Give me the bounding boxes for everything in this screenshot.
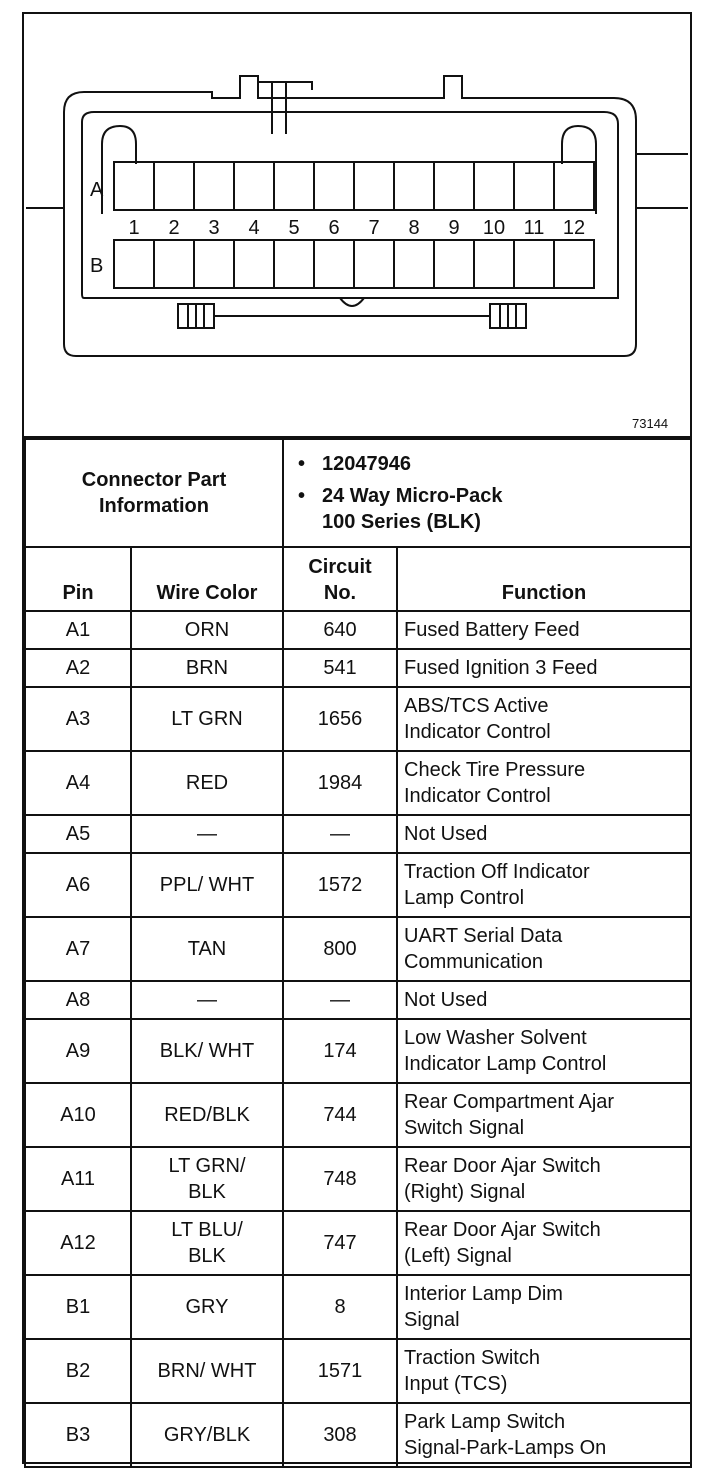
header-function: Function [397,547,691,611]
wire-color-cell [131,981,283,1019]
wire-color-cell [131,1019,283,1083]
table-row [25,1147,691,1211]
table-row [25,1275,691,1339]
pin-cell: A11 [25,1147,131,1211]
function-cell [397,1275,691,1339]
circuit-cell: 174 [283,1019,397,1083]
wire-color-line: GRY [185,1296,229,1318]
circuit-cell: — [283,981,397,1019]
function-cell [397,1019,691,1083]
function-cell [397,751,691,815]
wire-color-cell [131,687,283,751]
function-line: Indicator Control [404,785,551,807]
wire-color-cell [131,1147,283,1211]
wire-color-cell [131,1403,283,1467]
connector-diagram [24,14,690,438]
function-line: Fused Ignition 3 Feed [404,657,598,679]
pin-cell: A12 [25,1211,131,1275]
function-cell [397,1211,691,1275]
function-line: Not Used [404,989,488,1011]
function-line: UART Serial Data [404,925,563,947]
description-line1: 24 Way Micro-Pack [322,485,503,507]
wire-color-line: TAN [187,938,227,960]
circuit-cell: 308 [283,1403,397,1467]
wire-color-line: PPL/ WHT [159,874,255,896]
circuit-cell: 640 [283,611,397,649]
table-row [25,1339,691,1403]
wire-color-cell [131,1275,283,1339]
wire-color-cell [131,1339,283,1403]
wire-color-line: — [197,823,217,845]
table-row [25,751,691,815]
function-cell [397,1339,691,1403]
wire-color-cell [131,611,283,649]
pin-cell: A8 [25,981,131,1019]
circuit-cell: 800 [283,917,397,981]
circuit-cell: 1571 [283,1339,397,1403]
function-line: Park Lamp Switch [404,1411,566,1433]
pin-cell: A9 [25,1019,131,1083]
wire-color-line: LT BLU/ [171,1219,243,1241]
wire-color-cell [131,1083,283,1147]
pinout-table [24,438,692,1468]
circuit-cell: 1572 [283,853,397,917]
header-circuit-no [283,547,397,611]
part-number: 12047946 [322,453,411,475]
wire-color-line: BLK/ WHT [159,1040,255,1062]
function-line: Indicator Control [404,721,551,743]
function-line: Check Tire Pressure [404,759,586,781]
header-wire-color: Wire Color [131,547,283,611]
function-line: (Right) Signal [404,1181,526,1203]
pin-cell: B3 [25,1403,131,1467]
function-line: Rear Door Ajar Switch [404,1155,601,1177]
circuit-cell: 8 [283,1275,397,1339]
table-row [25,1403,691,1467]
function-line: Interior Lamp Dim [404,1283,563,1305]
table-header-row [25,547,691,611]
function-line: Switch Signal [404,1117,525,1139]
function-line: Communication [404,951,543,973]
function-line: Fused Battery Feed [404,619,580,641]
row-b-label: B [90,255,104,277]
table-row [25,917,691,981]
description-line2: 100 Series (BLK) [322,511,481,533]
circuit-cell: 744 [283,1083,397,1147]
table-row [25,687,691,751]
function-line: (Left) Signal [404,1245,512,1267]
table-row [25,815,691,853]
wire-color-line: ORN [184,619,230,641]
bullet-1: • [298,453,306,475]
pin-cell: A6 [25,853,131,917]
connector-info-row [25,439,691,547]
header-circuit-line2: No. [323,582,357,604]
connector-info-label-line1: Connector Part [81,469,227,491]
function-line: Traction Off Indicator [404,861,590,883]
pin-number-label: 9 [448,217,460,239]
function-cell [397,853,691,917]
wire-color-cell [131,815,283,853]
pin-number-label: 1 [128,217,140,239]
wire-color-line: LT GRN [171,708,243,730]
wire-color-line: RED [185,772,229,794]
pin-number-label: 8 [408,217,420,239]
pin-cell: B1 [25,1275,131,1339]
function-cell [397,917,691,981]
header-circuit-line1: Circuit [308,556,372,578]
wire-color-line: — [197,989,217,1011]
circuit-cell: 1656 [283,687,397,751]
pin-number-label: 2 [168,217,180,239]
wire-color-line: RED/BLK [164,1104,250,1126]
function-line: Low Washer Solvent [404,1027,587,1049]
row-a-label: A [90,179,104,201]
table-row [25,611,691,649]
pin-cell: B2 [25,1339,131,1403]
part-number-line [298,451,684,477]
connector-info-values [283,439,691,547]
wire-color-line: BLK [188,1245,226,1267]
function-line: Traction Switch [404,1347,540,1369]
table-row [25,1083,691,1147]
wire-color-cell [131,853,283,917]
pin-cell: A3 [25,687,131,751]
pin-cell: A2 [25,649,131,687]
circuit-cell: 1984 [283,751,397,815]
wire-color-line: BRN/ WHT [157,1360,257,1382]
function-cell [397,1403,691,1467]
function-line: Input (TCS) [404,1373,508,1395]
pin-number-label: 4 [248,217,260,239]
pin-cell: A7 [25,917,131,981]
function-line: Lamp Control [404,887,525,909]
wire-color-line: BLK [188,1181,226,1203]
pin-number-label: 11 [523,217,545,239]
function-line: Rear Door Ajar Switch [404,1219,601,1241]
function-cell [397,1147,691,1211]
pin-cell: A1 [25,611,131,649]
figure-id: 73144 [632,416,669,431]
function-cell [397,611,691,649]
wire-color-cell [131,917,283,981]
connector-document [22,12,692,1464]
function-line: Signal-Park-Lamps On [404,1437,607,1459]
header-pin: Pin [25,547,131,611]
function-line: ABS/TCS Active [404,695,549,717]
function-cell [397,687,691,751]
function-cell [397,815,691,853]
circuit-cell: 747 [283,1211,397,1275]
pin-number-label: 5 [288,217,300,239]
wire-color-line: LT GRN/ [168,1155,246,1177]
function-cell [397,649,691,687]
function-line: Not Used [404,823,488,845]
connector-info-label-line2: Information [99,495,209,517]
description-line [298,483,684,509]
table-row [25,1211,691,1275]
pin-cell: A10 [25,1083,131,1147]
connector-info-label [25,439,283,547]
pin-number-label: 10 [482,217,506,239]
wire-color-cell [131,1211,283,1275]
circuit-cell: 541 [283,649,397,687]
pin-number-label: 12 [562,217,586,239]
pin-cell: A4 [25,751,131,815]
circuit-cell: 748 [283,1147,397,1211]
bullet-2: • [298,485,306,507]
wire-color-cell [131,751,283,815]
function-line: Indicator Lamp Control [404,1053,607,1075]
function-line: Signal [404,1309,460,1331]
circuit-cell: — [283,815,397,853]
pin-number-label: 3 [208,217,220,239]
table-row [25,981,691,1019]
pin-number-label: 7 [368,217,380,239]
function-cell [397,1083,691,1147]
wire-color-line: GRY/BLK [163,1424,251,1446]
table-row [25,853,691,917]
pin-cell: A5 [25,815,131,853]
connector-drawing [24,14,690,438]
wire-color-line: BRN [185,657,229,679]
function-line: Rear Compartment Ajar [404,1091,615,1113]
wire-color-cell [131,649,283,687]
pin-number-label: 6 [328,217,340,239]
function-cell [397,981,691,1019]
table-row [25,1019,691,1083]
table-row [25,649,691,687]
